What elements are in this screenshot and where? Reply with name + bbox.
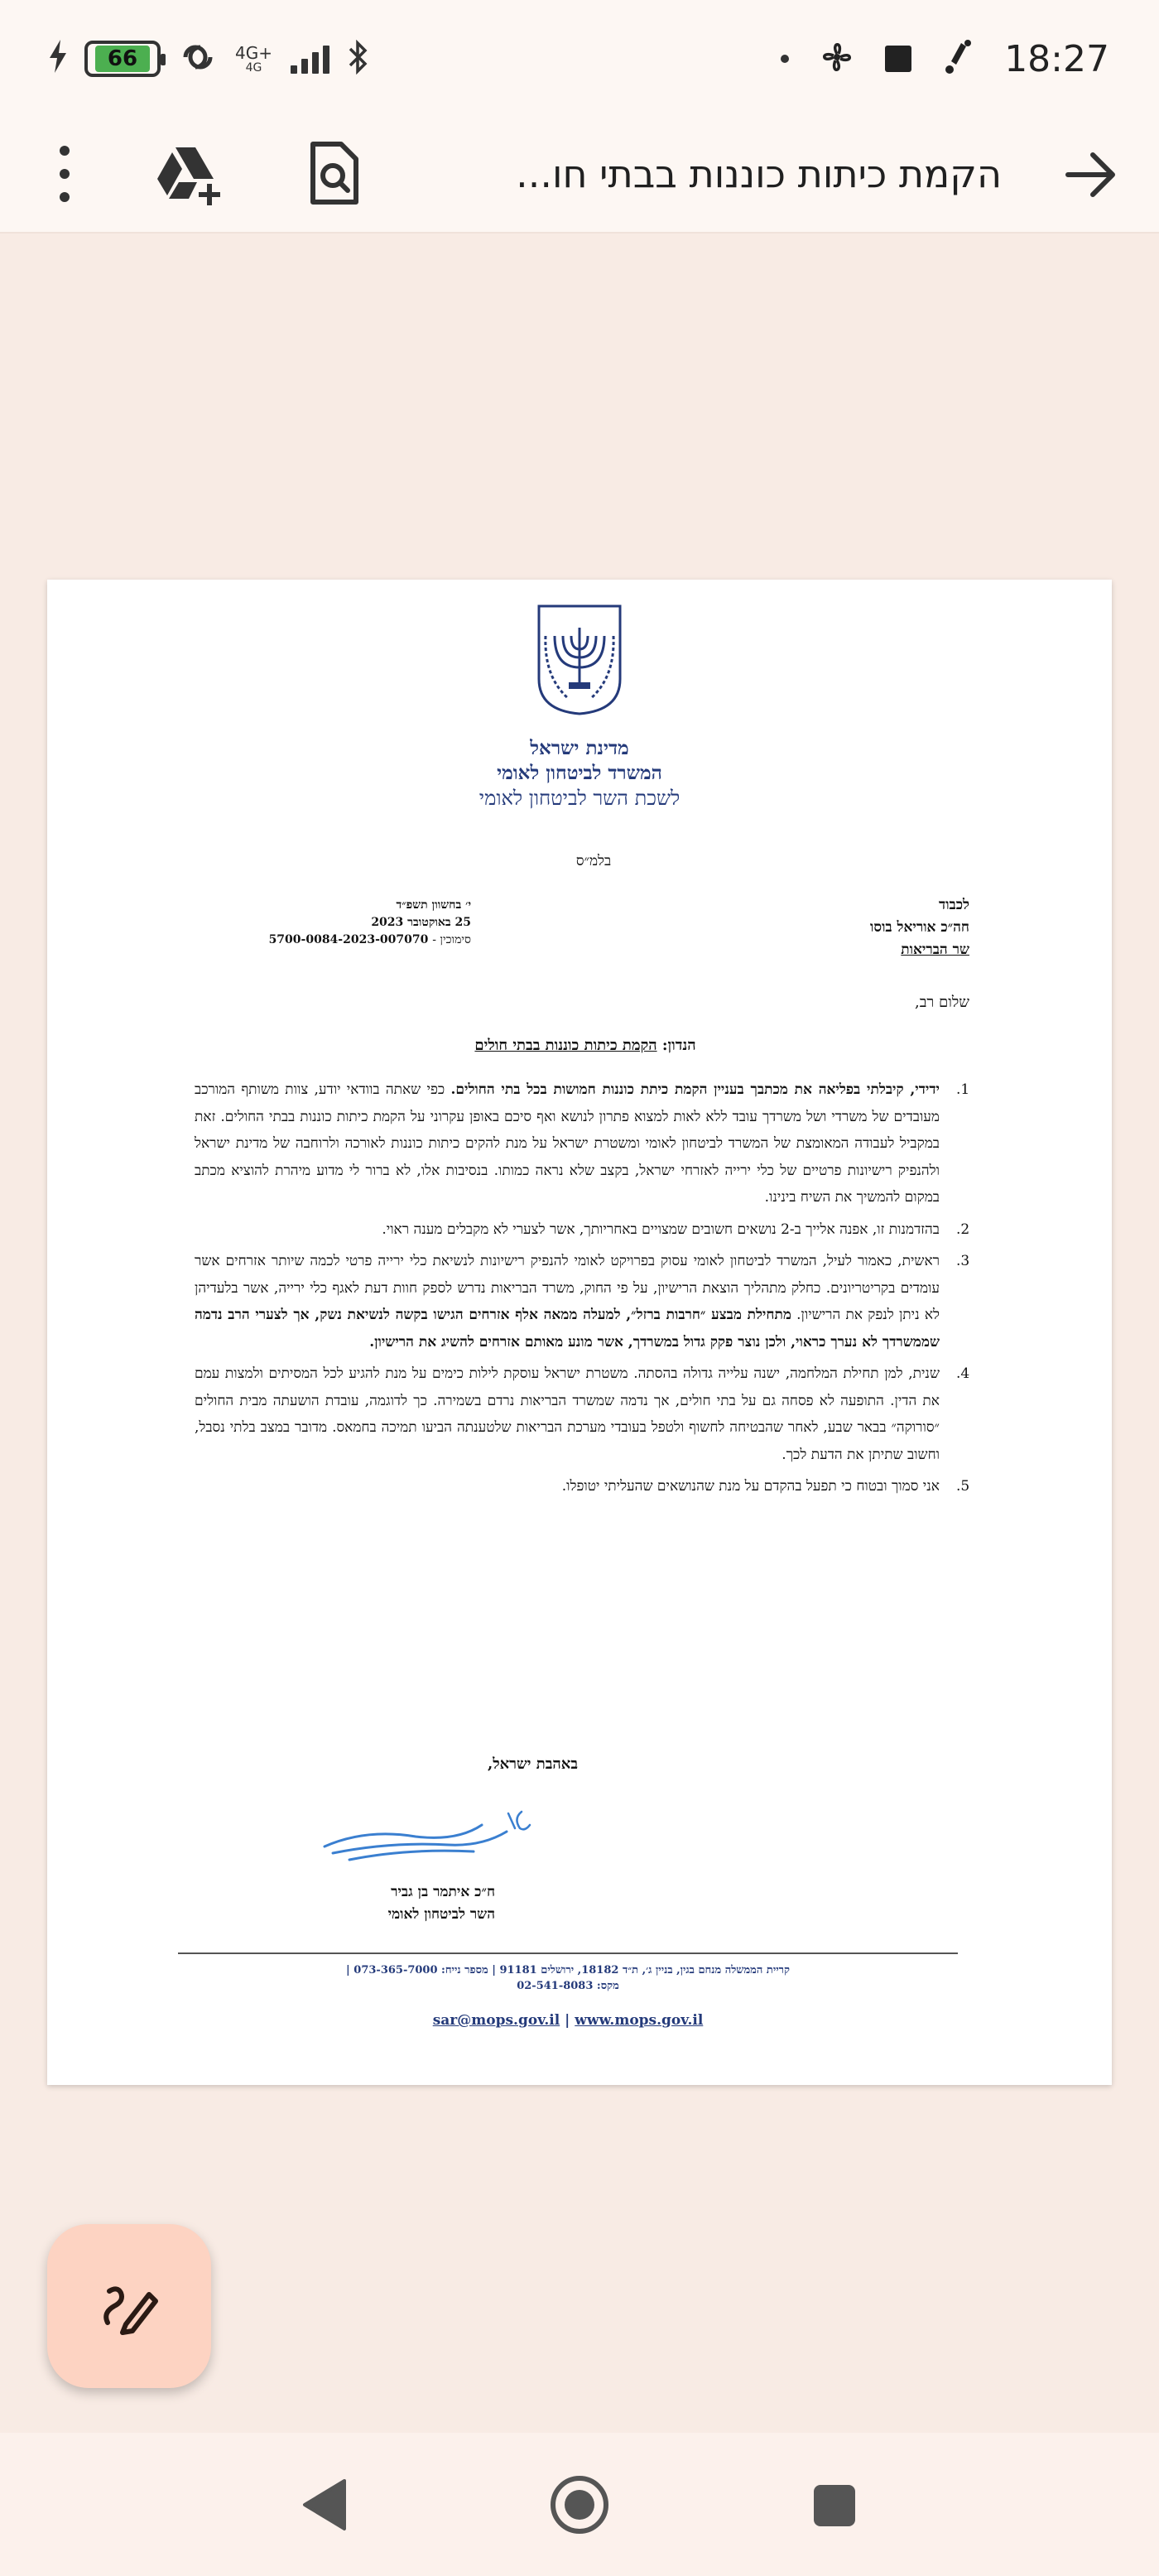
subject-text: הקמת כיתות כוננות בבתי חולים (474, 1037, 657, 1054)
footer-address: קריית הממשלה מנחם בגין, בניין ג׳, ת״ד 18182, ירושלים 91181 | מספר נייח: 073-365-7000 | (346, 1964, 790, 1977)
status-left-group (50, 30, 369, 88)
signer-title: השר לביטחון לאומי (387, 1906, 495, 1923)
paragraph-number: 1. (956, 1081, 970, 1098)
document-title: הקמת כיתות כוננות בבתי חו... (516, 152, 1002, 196)
network-type: 4G+ (235, 43, 272, 63)
footer-link-separator: | (565, 2012, 570, 2029)
stop-icon (885, 46, 911, 72)
charging-icon (50, 40, 66, 79)
app-bar (0, 116, 1159, 234)
paragraph-lead: ידידי, קיבלתי בפליאה את מכתבך בעניין הקמת כיתת כוננות חמושות בכל בתי החולים. (450, 1081, 940, 1098)
signature-icon (316, 1795, 540, 1870)
footer-fax: מקס: 02-541-8083 (517, 1980, 619, 1992)
paragraph-number: 2. (956, 1221, 970, 1238)
search-in-doc-icon[interactable] (305, 141, 363, 207)
document-page[interactable] (47, 580, 1112, 2085)
nav-back-icon[interactable] (301, 2477, 348, 2532)
paragraph-text: ראשית, כאמור לעיל, המשרד לביטחון לאומי עסוק בפרויקט לאומי להנפיק רישיונות לנשיאת כלי ירייה פרטי לכמה שיותר אזרחים אשר עומדים בקריטריונים. כחלק מתהליך הוצאת הרישיון, על פי החוק, משרד הבריאות נדרש לספק חוות דעת לאגף כלי ירייה, אשר בלעדיהן לא ניתן לנפק את הרישיון. (195, 1253, 940, 1323)
nav-recents-icon[interactable] (811, 2482, 858, 2529)
fan-icon (819, 39, 855, 79)
hebrew-date: י׳ בחשוון תשפ״ד (396, 898, 471, 912)
paragraph-text: כפי שאתה בוודאי יודע, צוות משותף המורכב מעובדים של משרדי ושל משרדך עובד ללא לאות למצוא פתרון לנושא ואף סיכם באופן עקרוני על הקמת כיתות כוננות בבתי החולים. זאת במקביל לעבודה המאומצת של המשרד לביטחון לאומי ומשטרת ישראל על מנת להקים כיתות כוננות לאורכה ולרוחבה של מדינת ישראל ולהנפיק רישיונות פרטיים של כלי ירייה לאזרחי ישראל, בקצב שלא נראה כמותו. בנסיבות אלו, לא ברור לי מדוע מיהרת להוציא מכתב במקום להמשיך את השיח בינינו. (195, 1081, 940, 1206)
subject-label: הנדון: (661, 1037, 696, 1054)
paragraph-text: בהזדמנות זו, אפנה אלייך ב-2 נושאים חשובים שמצויים באחריותך, אשר לצערי לא מקבלים מענה ראוי. (382, 1221, 940, 1238)
notification-icon (941, 38, 974, 79)
letter-body (195, 1076, 970, 1505)
paragraph-text: אני סמוך ובטוח כי תפעל בהקדם על מנת שהנושאים שהעליתי יטופלו. (561, 1478, 940, 1495)
closing-line: באהבת ישראל, (487, 1755, 578, 1773)
bluetooth-icon (348, 40, 369, 78)
footer-divider (178, 1952, 958, 1954)
more-vert-icon[interactable] (48, 146, 81, 202)
subject-line (254, 1037, 916, 1054)
state-emblem-icon (536, 603, 623, 715)
website-link[interactable]: www.mops.gov.il (575, 2012, 704, 2029)
paragraph-3 (195, 1248, 970, 1355)
recipient-block (721, 894, 969, 961)
recipient-title: שר הבריאות (901, 941, 969, 958)
classification-mark: בלמ״ס (575, 853, 612, 869)
recipient-name: חה״כ אוריאל בוסו (870, 919, 969, 936)
status-right-group (781, 30, 1109, 88)
signal-icon (291, 44, 329, 74)
email-link[interactable]: sar@mops.gov.il (432, 2012, 560, 2029)
back-arrow-icon[interactable] (1061, 146, 1119, 204)
reference-number: 5700-0084-2023-007070 (268, 933, 429, 946)
paragraph-number: 5. (956, 1478, 970, 1495)
battery-level: 66 (95, 46, 150, 72)
paragraph-5 (195, 1473, 970, 1500)
paragraph-4 (195, 1360, 970, 1468)
sync-icon (179, 41, 217, 77)
drive-add-icon[interactable] (156, 144, 225, 207)
gregorian-date: 25 באוקטובר 2023 (371, 916, 471, 929)
system-nav-bar (0, 2433, 1159, 2576)
dot-icon (781, 55, 789, 63)
nav-home-icon[interactable] (549, 2474, 610, 2535)
letterhead-office: לשכת השר לביטחון לאומי (479, 787, 680, 810)
letter-meta (223, 897, 471, 949)
paragraph-2 (195, 1216, 970, 1244)
paragraph-number: 3. (956, 1253, 970, 1269)
status-bar (0, 0, 1159, 116)
paragraph-bold-text: מתחילת מבצע ״חרבות ברזל״, למעלה ממאה אלף אזרחים הגישו בקשה לנשיאת נשק, אך לצערי הרב נדמה שממשרדך לא נערך כראוי, ולכן נוצר פקק גדול במשרדך, אשר מונע מאותם אזרחים להשיג את הרישיון. (195, 1307, 940, 1351)
network-sub: 4G (245, 61, 262, 75)
recipient-to: לכבוד (939, 897, 969, 913)
paragraph-text: שנית, למן תחילת המלחמה, ישנה עלייה גדולה בהסתה. משטרת ישראל עוסקת לילות כימים על מנת להגיע לכל המסיתים ולמצות עמם את הדין. התופעה לא פסחה גם על בתי חולים, אך נדמה שמשרד הבריאות נרדם בשמירה. כך לדוגמה, עובדת הושעתה מבית החולים ״סורוקה״ בבאר שבע, לאחר שהבטיחה לחשוף ולטפל בעובדי מערכת הבריאות שלטענתה הביעו תמיכה בחמאס. מדובר במצב בלתי נסבל, וחשוב שתיתן את הדעת לכך. (195, 1365, 940, 1463)
paragraph-1 (195, 1076, 970, 1211)
battery-icon (84, 41, 161, 77)
signer-name: ח״כ איתמר בן גביר (391, 1884, 495, 1900)
clock: 18:27 (1004, 37, 1109, 80)
greeting: שלום רב, (915, 994, 969, 1011)
reference-line (223, 932, 471, 949)
footer-links (178, 2012, 958, 2029)
draw-icon (96, 2273, 162, 2339)
letterhead-ministry: המשרד לביטחון לאומי (497, 762, 662, 784)
letterhead-state: מדינת ישראל (530, 737, 629, 759)
draw-fab-button[interactable] (47, 2224, 211, 2388)
signer-block (388, 1881, 495, 1926)
footer-address-block (178, 1962, 958, 1994)
reference-label: סימוכין - (432, 933, 471, 946)
network-icon (235, 44, 272, 74)
paragraph-number: 4. (956, 1365, 970, 1382)
